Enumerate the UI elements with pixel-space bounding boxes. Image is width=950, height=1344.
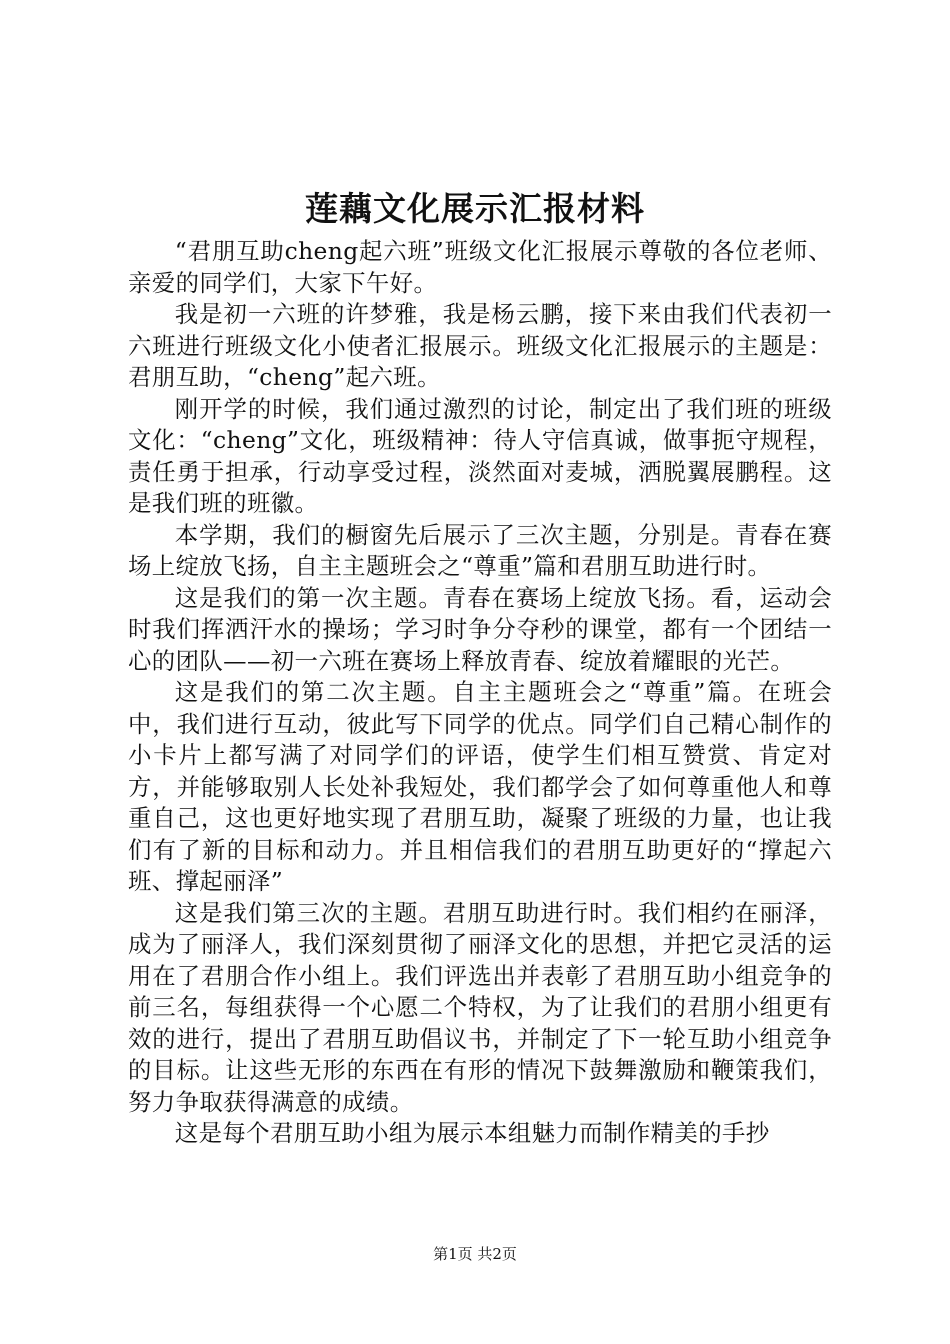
paragraph: 本学期，我们的橱窗先后展示了三次主题，分别是。青春在赛场上绽放飞扬，自主主题班会之“尊重”篇和君朋互助进行时。	[128, 520, 832, 580]
paragraph: 这是我们的第一次主题。青春在赛场上绽放飞扬。看，运动会时我们挥洒汗水的操场；学习时争分夺秒的课堂，都有一个团结一心的团队——初一六班在赛场上释放青春、绽放着耀眼的光芒。	[128, 583, 832, 675]
paragraph: “君朋互助cheng起六班”班级文化汇报展示尊敬的各位老师、亲爱的同学们，大家下午好。	[128, 237, 832, 297]
document-body	[128, 236, 832, 1150]
paragraph: 刚开学的时候，我们通过激烈的讨论，制定出了我们班的班级文化：“cheng”文化，班级精神：待人守信真诚，做事扼守规程，责任勇于担承，行动享受过程，淡然面对麦城，洒脱翼展鹏程。这是我们班的班徽。	[128, 394, 832, 517]
paragraph: 这是每个君朋互助小组为展示本组魅力而制作精美的手抄	[174, 1119, 770, 1147]
paragraph: 我是初一六班的许梦雅，我是杨云鹏，接下来由我们代表初一六班进行班级文化小使者汇报展示。班级文化汇报展示的主题是：君朋互助，“cheng”起六班。	[128, 300, 832, 391]
document-title: 莲藕文化展示汇报材料	[305, 189, 645, 228]
page-number-footer: 第1页 共2页	[433, 1245, 517, 1263]
paragraph: 这是我们第三次的主题。君朋互助进行时。我们相约在丽泽，成为了丽泽人，我们深刻贯彻了丽泽文化的思想，并把它灵活的运用在了君朋合作小组上。我们评选出并表彰了君朋互助小组竞争的前三名，每组获得一个心愿二个特权，为了让我们的君朋小组更有效的进行，提出了君朋互助倡议书，并制定了下一轮互助小组竞争的目标。让这些无形的东西在有形的情况下鼓舞激励和鞭策我们，努力争取获得满意的成绩。	[128, 898, 832, 1116]
paragraph: 这是我们的第二次主题。自主主题班会之“尊重”篇。在班会中，我们进行互动，彼此写下同学的优点。同学们自己精心制作的小卡片上都写满了对同学们的评语，使学生们相互赞赏、肯定对方，并能够取别人长处补我短处，我们都学会了如何尊重他人和尊重自己，这也更好地实现了君朋互助，凝聚了班级的力量，也让我们有了新的目标和动力。并且相信我们的君朋互助更好的“撑起六班、撑起丽泽”	[128, 678, 832, 895]
